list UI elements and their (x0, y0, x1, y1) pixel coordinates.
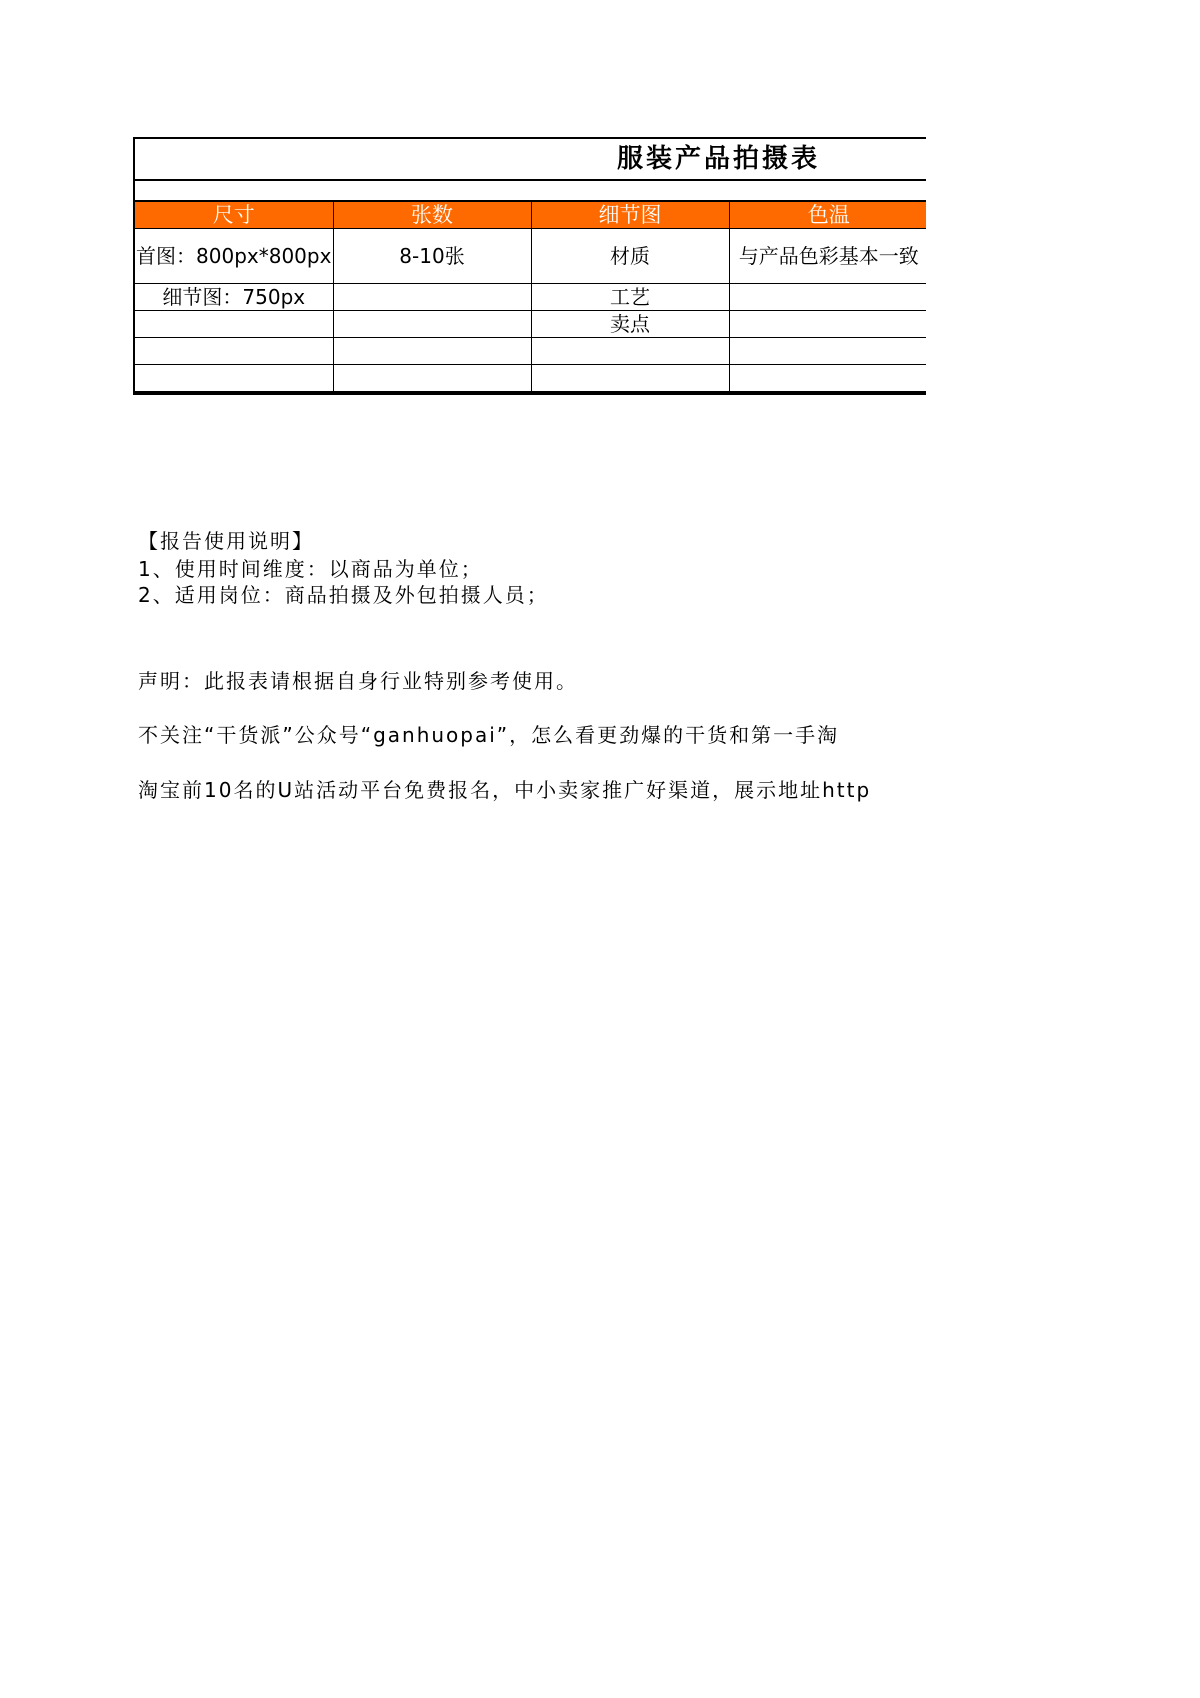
blank-row (135, 181, 926, 202)
promo-text-1: 不关注“干货派”公众号“ganhuopai”，怎么看更劲爆的干货和第一手淘 (138, 723, 840, 747)
table-row (135, 338, 926, 365)
table-cell: 与产品色彩基本一致 (729, 229, 926, 284)
spec-table (135, 202, 926, 393)
header-size: 尺寸 (135, 202, 333, 229)
table-cell (333, 338, 531, 365)
table-row (135, 311, 926, 338)
table-row (135, 365, 926, 393)
table-cell (135, 338, 333, 365)
table-cell: 工艺 (531, 284, 729, 311)
table-cell: 卖点 (531, 311, 729, 338)
table-cell (729, 284, 926, 311)
notes-line-2: 2、适用岗位：商品拍摄及外包拍摄人员； (138, 583, 549, 607)
header-detail: 细节图 (531, 202, 729, 229)
table-cell: 首图：800px*800px (135, 229, 333, 284)
table-row (135, 284, 926, 311)
sheet-title: 服装产品拍摄表 (617, 144, 821, 174)
header-color-temp: 色温 (729, 202, 926, 229)
table-cell (333, 311, 531, 338)
table-cell (333, 365, 531, 393)
header-row (135, 202, 926, 229)
photo-sheet-table (133, 137, 926, 395)
table-cell (729, 311, 926, 338)
table-row (135, 229, 926, 284)
table-cell: 材质 (531, 229, 729, 284)
notes-line-1: 1、使用时间维度：以商品为单位； (138, 557, 483, 581)
table-cell (135, 311, 333, 338)
table-cell: 8-10张 (333, 229, 531, 284)
notes-heading: 【报告使用说明】 (138, 529, 314, 553)
table-cell (531, 365, 729, 393)
statement-text: 声明：此报表请根据自身行业特别参考使用。 (138, 669, 578, 693)
table-cell (729, 338, 926, 365)
title-row (135, 139, 926, 181)
table-cell (531, 338, 729, 365)
table-cell (729, 365, 926, 393)
header-count: 张数 (333, 202, 531, 229)
table-cell: 细节图：750px (135, 284, 333, 311)
table-cell (135, 365, 333, 393)
promo-text-2: 淘宝前10名的U站活动平台免费报名，中小卖家推广好渠道，展示地址http (138, 778, 872, 802)
table-cell (333, 284, 531, 311)
